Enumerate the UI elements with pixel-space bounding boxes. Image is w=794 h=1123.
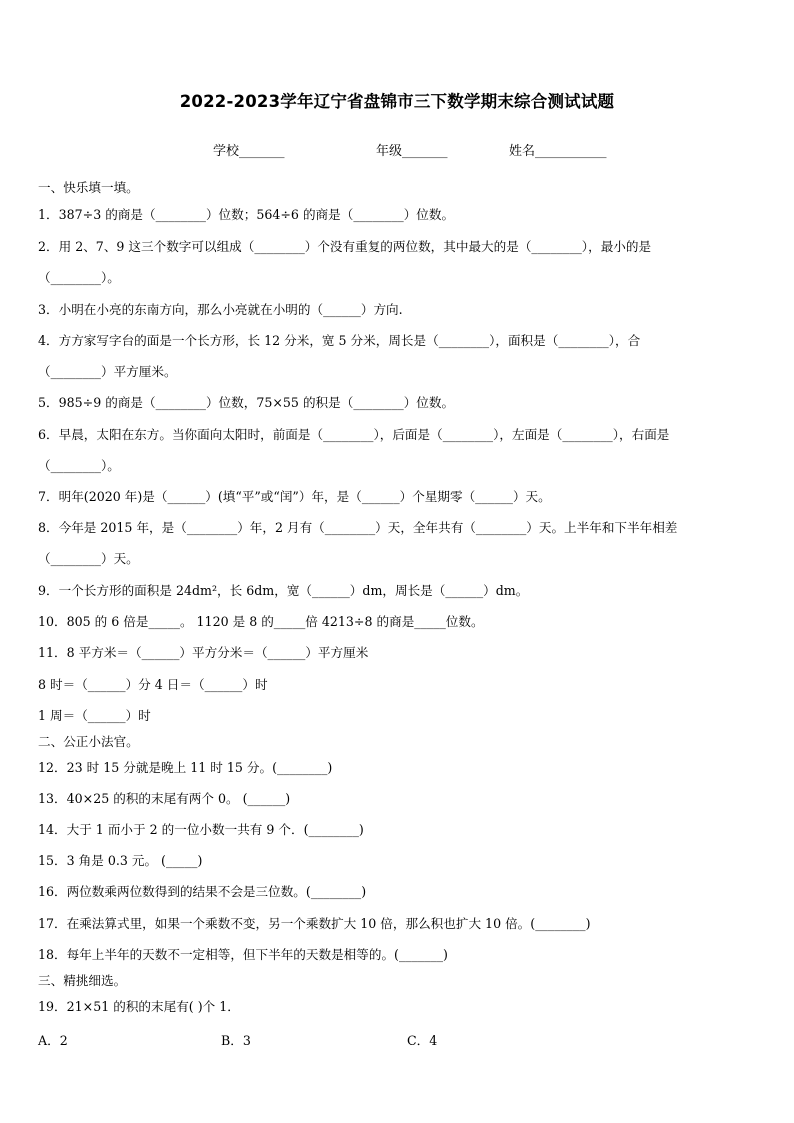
question-8-continued: （________）天。 — [38, 551, 139, 566]
question-19: 19．21×51 的积的末尾有( )个 1． — [38, 999, 240, 1014]
question-17: 17．在乘法算式里，如果一个乘数不变，另一个乘数扩大 10 倍，那么积也扩大 10 倍。(________) — [38, 916, 591, 931]
school-field: 学校_______ — [213, 144, 285, 159]
question-4-continued: （________）平方厘米。 — [38, 364, 177, 379]
question-15: 15．3 角是 0.3 元。 (_____) — [38, 853, 203, 868]
question-11-part-3: 1 周＝（______）时 — [38, 708, 151, 723]
question-11: 11．8 平方米＝（______）平方分米＝（______）平方厘米 — [38, 645, 369, 660]
question-14: 14．大于 1 而小于 2 的一位小数一共有 9 个．(________) — [38, 822, 364, 837]
question-11-part-2: 8 时＝（______）分 4 日＝（______）时 — [38, 677, 268, 692]
question-6: 6．早晨，太阳在东方。当你面向太阳时，前面是（________），后面是（________），左面是（________），右面是 — [38, 427, 670, 442]
option-a: A．2 — [38, 1033, 68, 1048]
question-5: 5．985÷9 的商是（________）位数，75×55 的积是（________）位数。 — [38, 395, 455, 410]
question-12: 12．23 时 15 分就是晚上 11 时 15 分。(________) — [38, 760, 333, 775]
option-b: B．3 — [221, 1033, 251, 1048]
section-heading-3: 三、精挑细选。 — [38, 973, 127, 988]
question-4: 4．方方家写字台的面是一个长方形，长 12 分米，宽 5 分米，周长是（________），面积是（________），合 — [38, 333, 641, 348]
question-18: 18．每年上半年的天数不一定相等，但下半年的天数是相等的。(_______) — [38, 947, 448, 962]
question-7: 7．明年(2020 年)是（______）(填“平”或“闰”）年，是（______）个星期零（______）天。 — [38, 489, 551, 504]
question-10: 10．805 的 6 倍是_____。 1120 是 8 的_____倍 4213÷8 的商是_____位数。 — [38, 614, 484, 629]
question-2-continued: （________）。 — [38, 270, 120, 285]
section-heading-1: 一、快乐填一填。 — [38, 180, 139, 195]
question-6-continued: （________）。 — [38, 458, 120, 473]
option-c: C．4 — [407, 1033, 438, 1048]
question-2: 2．用 2、7、9 这三个数字可以组成（________）个没有重复的两位数，其中最大的是（________），最小的是 — [38, 239, 652, 254]
page-title: 2022-2023学年辽宁省盘锦市三下数学期末综合测试试题 — [179, 92, 615, 111]
name-field: 姓名___________ — [509, 144, 607, 159]
question-8: 8．今年是 2015 年，是（________）年，2 月有（________）天，全年共有（________）天。上半年和下半年相差 — [38, 520, 678, 535]
question-16: 16．两位数乘两位数得到的结果不会是三位数。(________) — [38, 884, 367, 899]
question-13: 13．40×25 的积的末尾有两个 0。 (______) — [38, 791, 291, 806]
question-1: 1．387÷3 的商是（________）位数；564÷6 的商是（________）位数。 — [38, 207, 455, 222]
grade-field: 年级_______ — [376, 144, 448, 159]
question-9: 9．一个长方形的面积是 24dm²，长 6dm，宽（______）dm，周长是（______）dm。 — [38, 583, 529, 598]
question-3: 3．小明在小亮的东南方向，那么小亮就在小明的（______）方向. — [38, 302, 403, 317]
section-heading-2: 二、公正小法官。 — [38, 734, 139, 749]
